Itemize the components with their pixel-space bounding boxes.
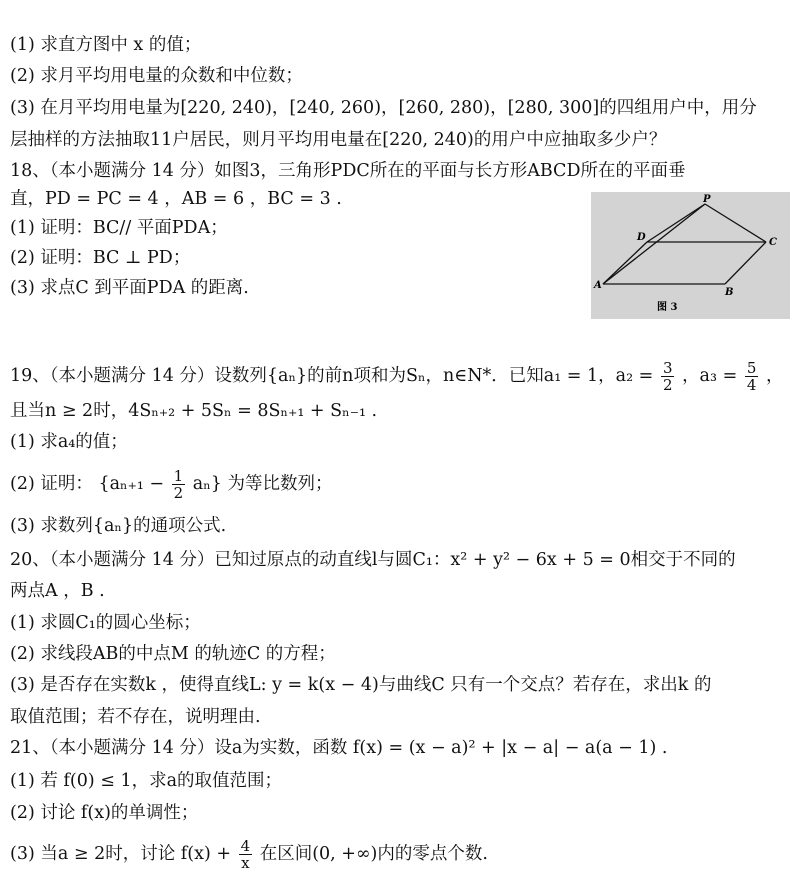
q19-part3: (3) 求数列{aₙ}的通项公式. [10,516,227,536]
fraction-a3-den: 4 [746,376,757,394]
q19-seq-lead: {aₙ₊₁ − [98,474,165,494]
q21-part2: (2) 讨论 f(x)的单调性； [10,803,199,823]
fraction-a3 [745,360,759,393]
q20-part1: (1) 求圆C₁的圆心坐标； [10,613,201,633]
q17-part3: (3) 在月平均用电量为[220, 240)，[240, 260)，[260, 280)，[280, 300]的四组用户中，用分 [10,98,757,118]
q17-part3-cont: 层抽样的方法抽取11户居民，则月平均用电量在[220, 240)的用户中应抽取多少户？ [10,130,667,150]
q19-title-text: 19、（本小题满分 14 分）设数列{aₙ}的前n项和为Sₙ，n∈N*．已知a₁ = 1，a₂ = [10,366,654,386]
label-c: C [769,237,777,248]
figure-background [591,192,790,319]
q20-part3: (3) 是否存在实数k ，使得直线L: y = k(x − 4)与曲线C 只有一个交点？若存在，求出k 的 [10,675,712,695]
q18-part3: (3) 求点C 到平面PDA 的距离. [10,278,249,298]
q19-condition: 且当n ≥ 2时，4Sₙ₊₂ + 5Sₙ = 8Sₙ₊₁ + Sₙ₋₁ . [10,401,378,421]
fraction-a2 [661,360,675,393]
fraction-a2-den: 2 [662,376,673,394]
figure-3 [591,192,790,319]
q20-part3-cont: 取值范围；若不存在，说明理由. [10,707,261,727]
q20-title: 20、（本小题满分 14 分）已知过原点的动直线l与圆C₁：x² + y² − 6x + 5 = 0相交于不同的 [10,550,736,570]
fraction-x-den: x [241,854,250,872]
q21-part3 [10,838,488,871]
q19-seq-tail: aₙ} [192,474,222,494]
q18-title: 18、（本小题满分 14 分）如图3，三角形PDC所在的平面与长方形ABCD所在的平面垂 [10,161,686,181]
fraction-a3-num: 5 [746,359,757,377]
figure-caption: 图 3 [657,302,678,313]
q17-part2: (2) 求月平均用电量的众数和中位数； [10,66,303,86]
q19-part2 [10,468,332,501]
q19-part2-tail: 为等比数列； [227,474,333,494]
q21-title: 21、（本小题满分 14 分）设a为实数，函数 f(x) = (x − a)² + |x − a| − a(a − 1) . [10,738,668,758]
fraction-half [172,468,186,501]
q21-part3-lead: (3) 当a ≥ 2时，讨论 f(x) + [10,844,231,864]
q19-a3-label: ，a₃ = [682,366,738,386]
label-d: D [637,232,646,243]
fraction-half-den: 2 [173,484,184,502]
fraction-4-num: 4 [240,837,251,855]
q18-given: 直，PD = PC = 4 ，AB = 6 ，BC = 3 . [10,189,342,209]
q19-title [10,360,783,393]
fraction-a2-num: 3 [662,359,673,377]
q21-part1: (1) 若 f(0) ≤ 1，求a的取值范围； [10,771,283,791]
q17-part1: (1) 求直方图中 x 的值； [10,35,202,55]
q18-part2: (2) 证明：BC ⊥ PD； [10,248,191,268]
q20-part2: (2) 求线段AB的中点M 的轨迹C 的方程； [10,644,336,664]
q20-title-cont: 两点A ，B . [10,581,105,601]
pyramid-figure [591,192,790,319]
q19-a3-tail: ， [765,366,784,386]
label-a: A [594,280,602,291]
label-b: B [725,287,734,298]
q19-part1: (1) 求a₄的值； [10,432,128,452]
q21-part3-tail: 在区间(0, +∞)内的零点个数. [259,844,488,864]
label-p: P [703,194,711,205]
q19-part2-label: (2) 证明： [10,474,93,494]
fraction-4-over-x [239,838,253,871]
q18-part1: (1) 证明：BC// 平面PDA； [10,218,228,238]
fraction-half-num: 1 [173,467,184,485]
